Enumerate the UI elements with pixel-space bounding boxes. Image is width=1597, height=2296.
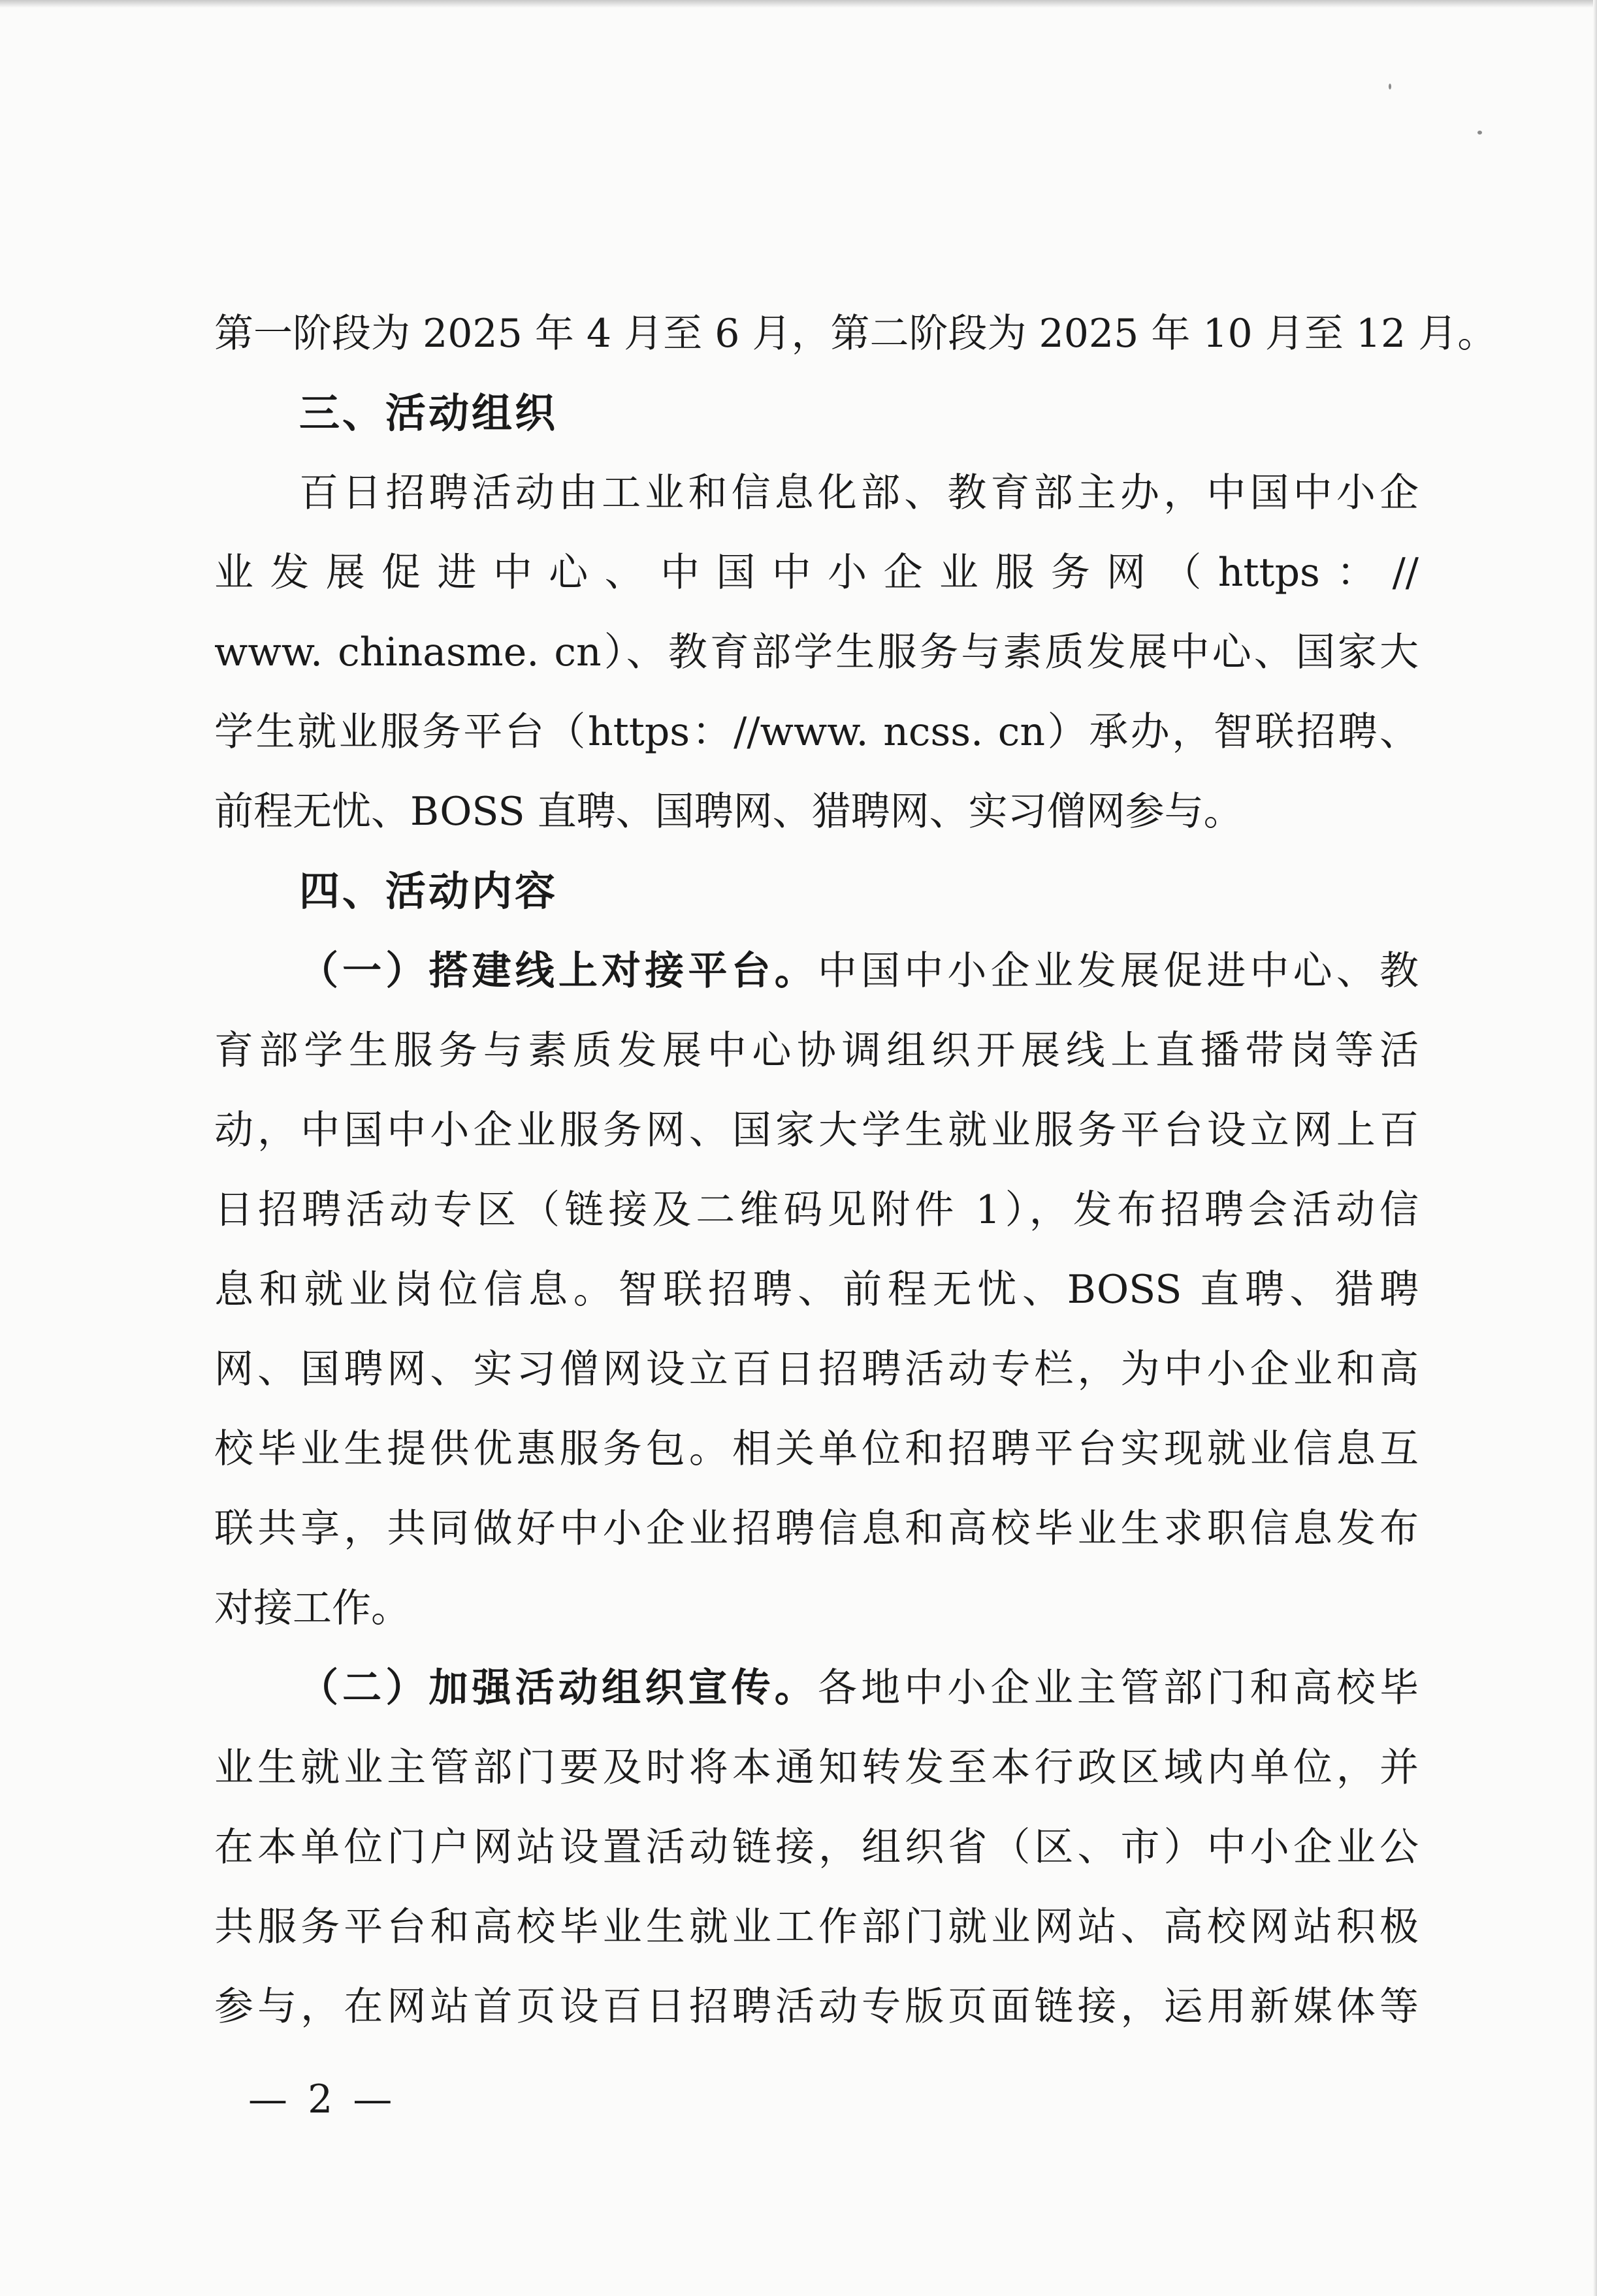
paragraph-last-line: 对接工作。 bbox=[214, 1586, 410, 1631]
paragraph-line: 参与，在网站首页设百日招聘活动专版页面链接，运用新媒体等 bbox=[214, 1984, 1419, 2030]
subsection-lead: （二）加强活动组织宣传。 bbox=[299, 1665, 818, 1711]
paragraph-line: 息和就业岗位信息。智联招聘、前程无忧、BOSS 直聘、猎聘 bbox=[214, 1267, 1419, 1313]
paragraph-line: 在本单位门户网站设置活动链接，组织省（区、市）中小企业公 bbox=[214, 1825, 1419, 1870]
paragraph-text: 各地中小企业主管部门和高校毕 bbox=[817, 1665, 1419, 1711]
paragraph-line: 第一阶段为 2025 年 4 月至 6 月，第二阶段为 2025 年 10 月至 12 月。 bbox=[214, 311, 1497, 357]
subsection-lead: （一）搭建线上对接平台。 bbox=[299, 948, 818, 994]
document-body bbox=[214, 294, 1497, 2047]
section-heading-text: 三、活动组织 bbox=[299, 389, 558, 437]
paragraph-first-line bbox=[214, 931, 1419, 1011]
paragraph-last-line: 前程无忧、BOSS 直聘、国聘网、猎聘网、实习僧网参与。 bbox=[214, 789, 1243, 835]
section-heading bbox=[214, 374, 1419, 453]
paragraph-line: 育部学生服务与素质发展中心协调组织开展线上直播带岗等活 bbox=[214, 1028, 1419, 1074]
paragraph-line: 日招聘活动专区（链接及二维码见附件 1），发布招聘会活动信 bbox=[214, 1187, 1419, 1233]
paragraph-line: 联共享，共同做好中小企业招聘信息和高校毕业生求职信息发布 bbox=[214, 1506, 1419, 1552]
paragraph-first-line: 百日招聘活动由工业和信息化部、教育部主办，中国中小企 bbox=[299, 470, 1419, 516]
section-heading bbox=[214, 852, 1419, 931]
paragraph-line: 业发展促进中心、中国中小企业服务网（https：// bbox=[214, 550, 1419, 596]
scan-speck bbox=[1389, 84, 1391, 89]
paragraph-text: 中国中小企业发展促进中心、教 bbox=[817, 948, 1419, 994]
paragraph-line: 网、国聘网、实习僧网设立百日招聘活动专栏，为中小企业和高 bbox=[214, 1347, 1419, 1392]
paragraph-line: www. chinasme. cn）、教育部学生服务与素质发展中心、国家大 bbox=[214, 630, 1419, 675]
paragraph-line: 学生就业服务平台（https：//www. ncss. cn）承办，智联招聘、 bbox=[214, 709, 1419, 755]
section-heading-text: 四、活动内容 bbox=[299, 867, 558, 915]
scan-edge-right bbox=[1593, 0, 1597, 2296]
scan-speck bbox=[1477, 131, 1482, 135]
paragraph-line: 校毕业生提供优惠服务包。相关单位和招聘平台实现就业信息互 bbox=[214, 1426, 1419, 1472]
paragraph-line: 动，中国中小企业服务网、国家大学生就业服务平台设立网上百 bbox=[214, 1108, 1419, 1153]
paragraph-line: 业生就业主管部门要及时将本通知转发至本行政区域内单位，并 bbox=[214, 1745, 1419, 1791]
page-number: — 2 — bbox=[248, 2077, 396, 2122]
scan-edge-top bbox=[0, 0, 1597, 8]
paragraph-first-line bbox=[214, 1648, 1419, 1728]
paragraph-line: 共服务平台和高校毕业生就业工作部门就业网站、高校网站积极 bbox=[214, 1904, 1419, 1950]
